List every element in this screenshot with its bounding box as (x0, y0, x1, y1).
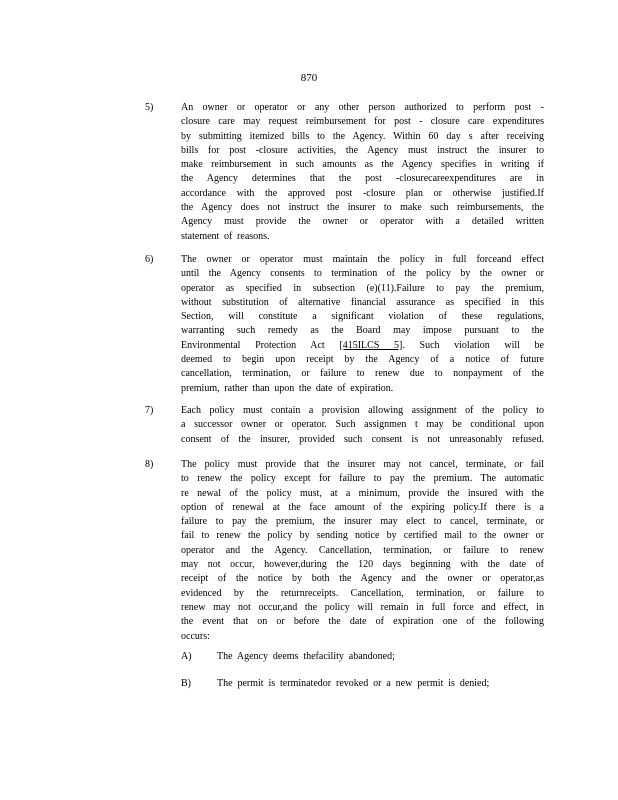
struck-citation: [415ILCS 5] (339, 339, 403, 351)
text-line: bills for post -closure activities, the Agency must instruct the insurer to (181, 144, 544, 156)
text-line: the Agency does not instruct the insurer to make such reimbursements, the (181, 202, 544, 214)
text-line: by submitting itemized bills to the Agency. Within 60 day s after receiving (181, 130, 544, 142)
text-line: the Agency determines that the post -closurecareexpenditures are in (181, 173, 544, 185)
text-line: may not occur, however,during the 120 days beginning with the date of (181, 559, 544, 571)
text-line: The policy must provide that the insurer may not cancel, terminate, or fail (181, 459, 544, 470)
text-line: accordance with the approved post -closure plan or otherwise justified.If (181, 187, 544, 199)
text-line: the event that on or before the date of expiration one of the following (181, 616, 544, 628)
text-line: Agency must provide the owner or operator with a detailed written (181, 216, 544, 228)
text-line: closure care may request reimbursement for post - closure care expenditures (181, 116, 544, 128)
text-line: operator as specified in subsection (e)(11).Failure to pay the premium, (181, 282, 544, 294)
paragraph-body (181, 101, 544, 244)
subitem-label: B) (181, 678, 191, 689)
subitem-text: The permit is terminatedor revoked or a new permit is denied; (217, 678, 490, 689)
text-line: make reimbursement in such amounts as the Agency specifies in writing if (181, 159, 544, 171)
text-line: receipt of the notice by both the Agency and the owner or operator,as (181, 573, 544, 585)
text-line: cancellation, termination, or failure to renew due to nonpayment of the (181, 368, 544, 380)
paragraph-number: 6) (145, 254, 154, 265)
text-line: evidenced by the returnreceipts. Cancellation, termination, or failure to (181, 587, 544, 599)
subitem-text: The Agency deems thefacility abandoned; (217, 651, 395, 662)
paragraph-number: 5) (145, 102, 154, 113)
text-line: The owner or operator must maintain the policy in full forceand effect (181, 254, 544, 265)
text-line: statement of reasons. (181, 230, 270, 242)
text-line: to renew the policy except for failure to pay the premium. The automatic (181, 473, 544, 485)
text-line: warranting such remedy as the Board may impose pursuant to the (181, 325, 544, 337)
text-line: An owner or operator or any other person authorized to perform post - (181, 102, 544, 113)
text-line: re newal of the policy must, at a minimum, provide the insured with the (181, 487, 544, 499)
text-line: Section, will constitute a significant violation of these regulations, (181, 311, 544, 323)
paragraph-number: 8) (145, 459, 154, 470)
page-number: 870 (300, 72, 318, 84)
text-line: deemed to begin upon receipt by the Agency of a notice of future (181, 354, 544, 366)
text-line: option of renewal at the face amount of the expiring policy.If there is a (181, 501, 544, 513)
text-line: failure to pay the premium, the insurer may elect to cancel, terminate, or (181, 516, 544, 528)
paragraph-body (181, 458, 544, 644)
text-line (181, 339, 544, 353)
text-line: fail to renew the policy by sending notice by certified mail to the owner or (181, 530, 544, 542)
text-line: operator and the Agency. Cancellation, termination, or failure to renew (181, 544, 544, 556)
text-line: premium, rather than upon the date of expiration. (181, 382, 394, 394)
paragraph-body (181, 404, 544, 447)
text-fragment: . Such violation will be (402, 339, 544, 351)
text-line: Each policy must contain a provision allowing assignment of the policy to (181, 405, 544, 416)
text-line: occurs: (181, 630, 210, 642)
subitem-label: A) (181, 651, 192, 662)
text-line: without substitution of alternative financial assurance as specified in this (181, 296, 544, 308)
text-line: renew may not occur,and the policy will remain in full force and effect, in (181, 601, 544, 613)
paragraph-number: 7) (145, 405, 154, 416)
text-line: consent of the insurer, provided such consent is not unreasonably refused. (181, 433, 544, 445)
text-line: until the Agency consents to termination of the policy by the owner or (181, 268, 544, 280)
text-fragment: Environmental Protection Act (181, 339, 325, 351)
paragraph-body (181, 253, 544, 396)
text-line: a successor owner or operator. Such assignmen t may be conditional upon (181, 419, 544, 431)
